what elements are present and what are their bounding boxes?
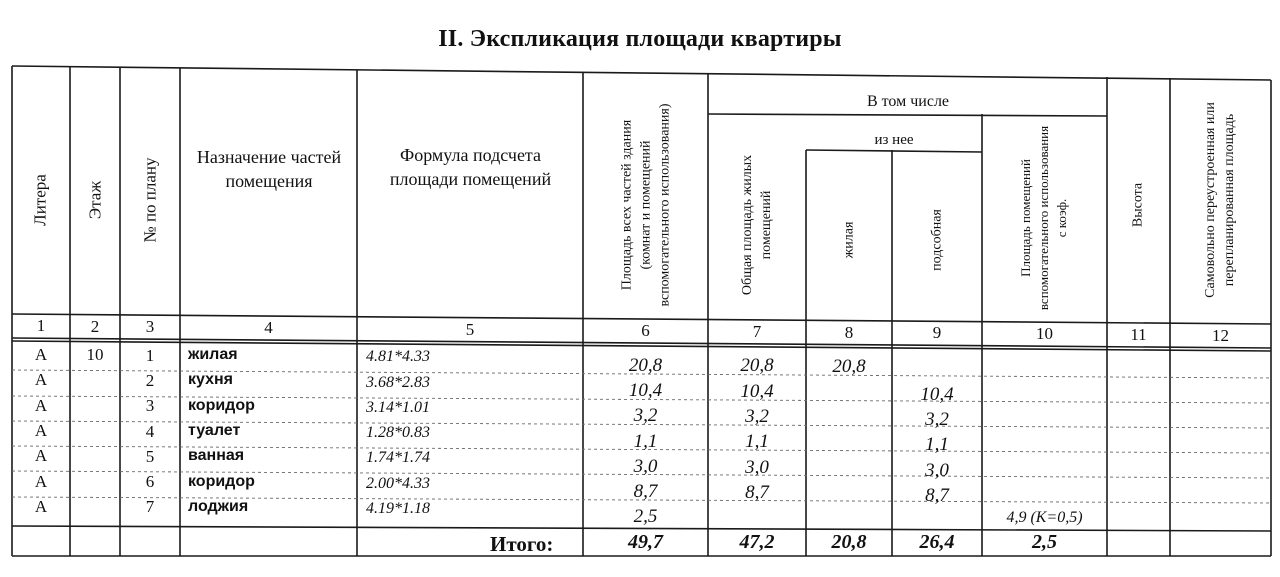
column-number: 10 (1036, 324, 1053, 344)
header-unauthorized: Самовольно переустроенная или перепланированная площадь (1203, 102, 1237, 298)
total-label: Итого: (490, 532, 554, 556)
cell-area-all: 10,4 (628, 379, 663, 401)
cell-auxiliary: 3,2 (925, 409, 949, 431)
column-number: 9 (932, 323, 942, 343)
column-number: 3 (145, 317, 155, 337)
header-total-living: Общая площадь жилых помещений (740, 154, 774, 296)
column-number: 5 (465, 319, 475, 339)
header-living: жилая (841, 221, 857, 259)
column-number: 7 (752, 321, 762, 341)
cell-auxiliary: 10,4 (920, 383, 954, 405)
cell-litera: А (34, 395, 48, 415)
cell-total-living: 3,0 (745, 456, 769, 478)
cell-area-all: 1,1 (633, 430, 658, 452)
cell-no: 7 (145, 497, 155, 517)
cell-area-all: 20,8 (628, 354, 663, 376)
cell-no: 4 (145, 421, 155, 441)
header-height: Высота (1130, 182, 1146, 228)
cell-name: туалет (188, 422, 241, 440)
total-area-all: 49,7 (628, 531, 663, 553)
header-plan-number: № по плану (140, 157, 160, 243)
cell-formula: 3.68*2.83 (366, 373, 430, 391)
cell-no: 3 (145, 396, 155, 416)
header-formula: Формула подсчета площади помещений (389, 145, 552, 189)
cell-area-all: 3,2 (633, 405, 658, 427)
header-of-which: из нее (874, 132, 914, 148)
cell-total-living: 8,7 (745, 481, 769, 503)
document-title: II. Экспликация площади квартиры (438, 26, 842, 52)
cell-name: жилая (188, 346, 238, 364)
total-living: 20,8 (831, 531, 867, 553)
cell-no: 5 (145, 446, 155, 466)
cell-name: коридор (188, 472, 255, 490)
cell-area-all: 8,7 (633, 481, 658, 503)
header-area-all: Площадь всех частей здания (комнат и помещений вспомогательного использования) (619, 103, 673, 307)
column-number: 11 (1130, 324, 1147, 344)
cell-litera: А (34, 496, 48, 516)
cell-name: коридор (188, 396, 255, 414)
cell-auxiliary: 1,1 (925, 434, 949, 456)
cell-formula: 1.74*1.74 (366, 449, 430, 467)
cell-no: 1 (145, 345, 155, 365)
header-including: В том числе (866, 93, 950, 110)
header-aux-coef: Площадь помещений вспомогательного использования с коэф. (1018, 125, 1069, 311)
cell-living: 20,8 (832, 356, 866, 378)
column-number: 12 (1212, 325, 1229, 345)
cell-total-living: 10,4 (740, 380, 774, 402)
cell-name: лоджия (188, 497, 249, 515)
header-purpose: Назначение частей помещения (196, 147, 342, 191)
cell-aux-coef: 4,9 (K=0,5) (1006, 508, 1083, 526)
cell-auxiliary: 8,7 (925, 485, 949, 507)
cell-auxiliary: 3,0 (925, 459, 949, 481)
header-auxiliary: подсобная (929, 209, 945, 271)
cell-formula: 1.28*0.83 (366, 424, 430, 442)
cell-name: кухня (188, 371, 233, 389)
cell-litera: А (34, 345, 48, 364)
cell-formula: 3.14*1.01 (366, 398, 430, 416)
column-number: 2 (90, 316, 100, 336)
column-number: 1 (36, 316, 46, 336)
total-total-living: 47,2 (739, 531, 775, 553)
cell-litera: А (34, 446, 48, 466)
cell-formula: 4.81*4.33 (366, 348, 430, 366)
cell-floor: 10 (86, 345, 104, 365)
header-litera: Литера (30, 174, 50, 226)
header-floor: Этаж (85, 180, 105, 220)
cell-no: 6 (145, 472, 155, 492)
cell-total-living: 1,1 (745, 431, 769, 453)
cell-area-all: 2,5 (633, 506, 658, 528)
cell-total-living: 3,2 (745, 406, 769, 428)
column-number: 8 (844, 322, 854, 342)
column-number: 4 (264, 318, 273, 338)
column-number: 6 (641, 321, 650, 341)
cell-name: ванная (188, 447, 245, 465)
total-aux-coef: 2,5 (1032, 531, 1057, 553)
cell-litera: А (34, 471, 48, 491)
cell-area-all: 3,0 (633, 455, 658, 477)
cell-litera: А (34, 370, 48, 390)
cell-formula: 2.00*4.33 (366, 474, 430, 492)
cell-formula: 4.19*1.18 (366, 500, 430, 518)
total-auxiliary: 26,4 (919, 531, 955, 553)
cell-total-living: 20,8 (740, 355, 774, 377)
cell-no: 2 (145, 370, 155, 390)
cell-litera: А (34, 420, 48, 440)
